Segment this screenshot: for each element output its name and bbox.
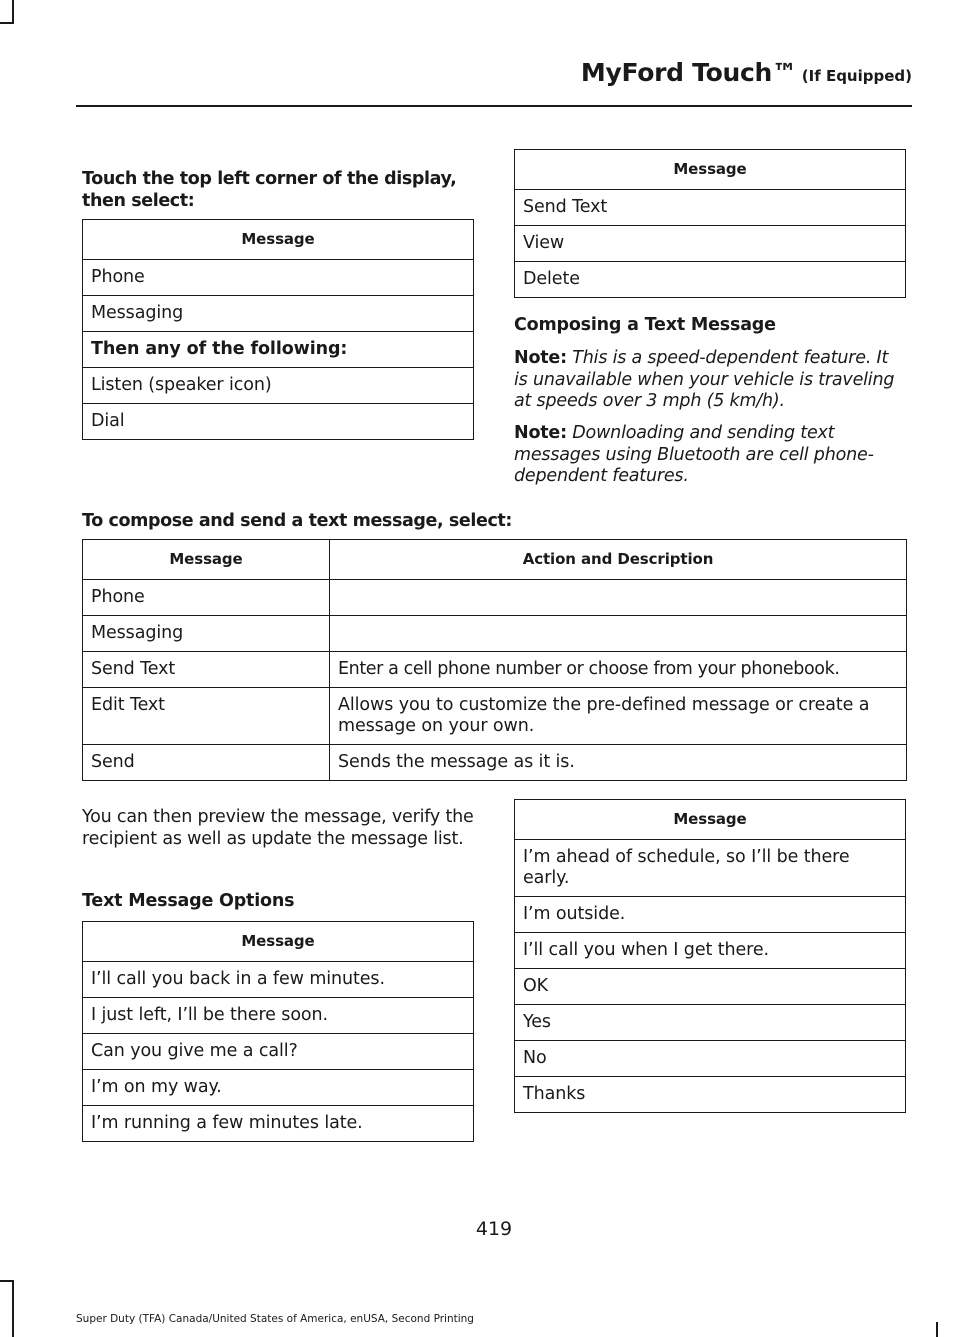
table-header: Message bbox=[83, 922, 474, 962]
table-cell: Sends the message as it is. bbox=[330, 745, 907, 781]
table-cell: Thanks bbox=[515, 1077, 906, 1113]
table-cell: Enter a cell phone number or choose from your phonebook. bbox=[330, 652, 907, 688]
crop-mark-bottom-right-v bbox=[936, 1322, 938, 1337]
table-cell: I’m outside. bbox=[515, 897, 906, 933]
menu-table-messages bbox=[514, 149, 906, 298]
intro-instruction: Touch the top left corner of the display, then select: bbox=[82, 169, 457, 211]
note-label: Note: bbox=[514, 423, 567, 443]
table-cell: Delete bbox=[515, 262, 906, 298]
table-cell: No bbox=[515, 1041, 906, 1077]
table-cell: Yes bbox=[515, 1005, 906, 1041]
table-cell: Messaging bbox=[83, 296, 474, 332]
table-cell: Send Text bbox=[515, 190, 906, 226]
note-text: This is a speed-dependent feature. It is unavailable when your vehicle is traveling at speeds over 3 mph (5 km/h). bbox=[514, 348, 895, 411]
crop-mark-top-left-v bbox=[12, 0, 14, 22]
page-number: 419 bbox=[475, 1218, 513, 1240]
note-speed bbox=[514, 348, 906, 413]
compose-instruction: To compose and send a text message, select: bbox=[82, 511, 512, 531]
table-header: Action and Description bbox=[330, 540, 907, 580]
footer-text: Super Duty (TFA) Canada/United States of America, enUSA, Second Printing bbox=[76, 1313, 474, 1325]
table-cell: Phone bbox=[83, 580, 330, 616]
header-rule bbox=[76, 105, 912, 107]
preview-paragraph: You can then preview the message, verify the recipient as well as update the message list. bbox=[82, 807, 474, 849]
table-cell bbox=[330, 580, 907, 616]
table-cell: Messaging bbox=[83, 616, 330, 652]
table-cell: I just left, I’ll be there soon. bbox=[83, 998, 474, 1034]
text-options-table-2 bbox=[514, 799, 906, 1113]
table-cell: I’ll call you when I get there. bbox=[515, 933, 906, 969]
table-header: Message bbox=[83, 540, 330, 580]
note-label: Note: bbox=[514, 348, 567, 368]
table-cell: Can you give me a call? bbox=[83, 1034, 474, 1070]
note-text: Downloading and sending text messages using Bluetooth are cell phone-dependent features. bbox=[514, 423, 874, 486]
table-header: Message bbox=[83, 220, 474, 260]
table-cell: Dial bbox=[83, 404, 474, 440]
note-bluetooth bbox=[514, 423, 906, 488]
table-cell: Listen (speaker icon) bbox=[83, 368, 474, 404]
table-cell: Send bbox=[83, 745, 330, 781]
table-cell: Allows you to customize the pre-defined message or create a message on your own. bbox=[330, 688, 907, 745]
section-heading: Text Message Options bbox=[82, 891, 295, 911]
section-heading: Composing a Text Message bbox=[514, 315, 776, 335]
table-cell: Phone bbox=[83, 260, 474, 296]
crop-mark-bottom-left-h bbox=[0, 1280, 14, 1282]
table-header: Message bbox=[515, 150, 906, 190]
page-subtitle: (If Equipped) bbox=[801, 67, 912, 85]
table-cell: Then any of the following: bbox=[83, 332, 474, 368]
table-cell: I’m on my way. bbox=[83, 1070, 474, 1106]
crop-mark-bottom-left-v bbox=[12, 1280, 14, 1337]
menu-table-main bbox=[82, 219, 474, 440]
table-cell: View bbox=[515, 226, 906, 262]
page-header bbox=[0, 58, 912, 87]
table-cell: I’m running a few minutes late. bbox=[83, 1106, 474, 1142]
table-cell: I’m ahead of schedule, so I’ll be there early. bbox=[515, 840, 906, 897]
text-options-table-1 bbox=[82, 921, 474, 1142]
table-cell: I’ll call you back in a few minutes. bbox=[83, 962, 474, 998]
table-cell: OK bbox=[515, 969, 906, 1005]
page-title: MyFord Touch™ bbox=[580, 58, 797, 87]
table-header: Message bbox=[515, 800, 906, 840]
table-cell: Send Text bbox=[83, 652, 330, 688]
compose-table bbox=[82, 539, 907, 781]
table-cell: Edit Text bbox=[83, 688, 330, 745]
table-cell bbox=[330, 616, 907, 652]
crop-mark-top-left-h bbox=[0, 22, 14, 24]
